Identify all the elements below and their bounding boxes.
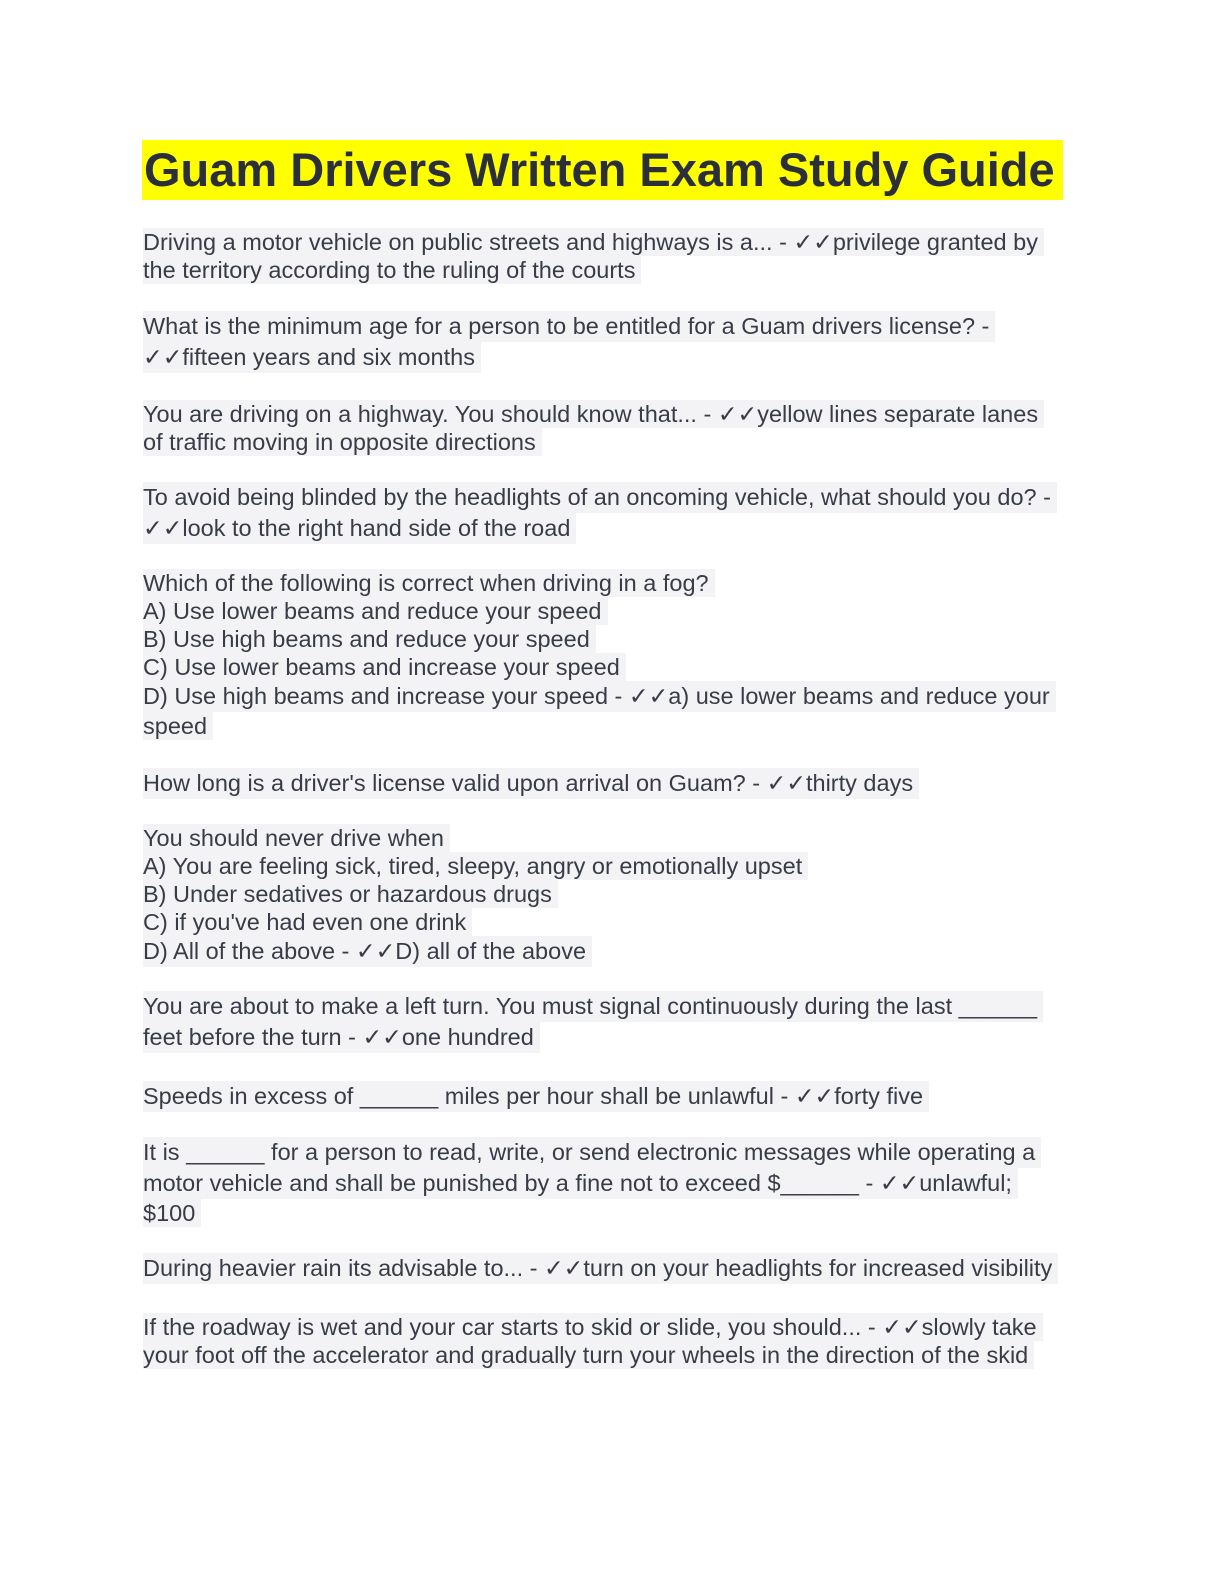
document-title: Guam Drivers Written Exam Study Guide	[142, 140, 1063, 200]
qa-line: B) Use high beams and reduce your speed	[143, 625, 596, 653]
qa-line: Driving a motor vehicle on public streets and highways is a... - ✓✓privilege granted by	[143, 228, 1044, 256]
qa-line: It is ______ for a person to read, write, or send electronic messages while operating a	[143, 1137, 1041, 1168]
qa-line: D) All of the above - ✓✓D) all of the above	[143, 936, 592, 967]
qa-item-yellow-lines	[143, 400, 1073, 456]
qa-line: Speeds in excess of ______ miles per hour shall be unlawful - ✓✓forty five	[143, 1081, 929, 1112]
qa-item-headlights-glare	[143, 482, 1073, 544]
qa-line: How long is a driver's license valid upon arrival on Guam? - ✓✓thirty days	[143, 768, 919, 799]
qa-item-never-drive	[143, 824, 1073, 967]
qa-line: A) You are feeling sick, tired, sleepy, angry or emotionally upset	[143, 852, 808, 880]
qa-line: C) Use lower beams and increase your speed	[143, 653, 626, 681]
qa-line: your foot off the accelerator and gradually turn your wheels in the direction of the skid	[143, 1341, 1034, 1369]
qa-item-license-validity	[143, 768, 1073, 799]
qa-line: motor vehicle and shall be punished by a fine not to exceed $______ - ✓✓unlawful;	[143, 1168, 1018, 1199]
qa-line: ✓✓fifteen years and six months	[143, 342, 481, 373]
qa-line: During heavier rain its advisable to... - ✓✓turn on your headlights for increased visibility	[143, 1253, 1058, 1284]
qa-line: You are driving on a highway. You should know that... - ✓✓yellow lines separate lanes	[143, 400, 1044, 428]
qa-line: feet before the turn - ✓✓one hundred	[143, 1022, 540, 1053]
qa-item-heavy-rain	[143, 1253, 1073, 1284]
qa-line: $100	[143, 1199, 201, 1227]
qa-line: A) Use lower beams and reduce your speed	[143, 597, 608, 625]
qa-line: D) Use high beams and increase your speed - ✓✓a) use lower beams and reduce your	[143, 681, 1056, 712]
qa-line: You should never drive when	[143, 824, 450, 852]
qa-line: C) if you've had even one drink	[143, 908, 472, 936]
qa-line: Which of the following is correct when driving in a fog?	[143, 569, 715, 597]
qa-line: You are about to make a left turn. You must signal continuously during the last ______	[143, 991, 1043, 1022]
qa-item-fog	[143, 569, 1073, 740]
qa-line: To avoid being blinded by the headlights of an oncoming vehicle, what should you do? -	[143, 482, 1057, 513]
qa-line: the territory according to the ruling of the courts	[143, 256, 641, 284]
qa-line: speed	[143, 712, 213, 740]
qa-line: What is the minimum age for a person to be entitled for a Guam drivers license? -	[143, 311, 995, 342]
qa-item-minimum-age	[143, 311, 1073, 373]
qa-line: If the roadway is wet and your car starts to skid or slide, you should... - ✓✓slowly take	[143, 1313, 1043, 1341]
qa-item-left-turn	[143, 991, 1073, 1053]
qa-item-privilege	[143, 228, 1073, 284]
qa-item-speed-limit	[143, 1081, 1073, 1112]
qa-line: ✓✓look to the right hand side of the road	[143, 513, 576, 544]
qa-line: of traffic moving in opposite directions	[143, 428, 542, 456]
qa-item-skid	[143, 1313, 1073, 1369]
qa-line: B) Under sedatives or hazardous drugs	[143, 880, 558, 908]
qa-item-electronic-messages	[143, 1137, 1073, 1227]
